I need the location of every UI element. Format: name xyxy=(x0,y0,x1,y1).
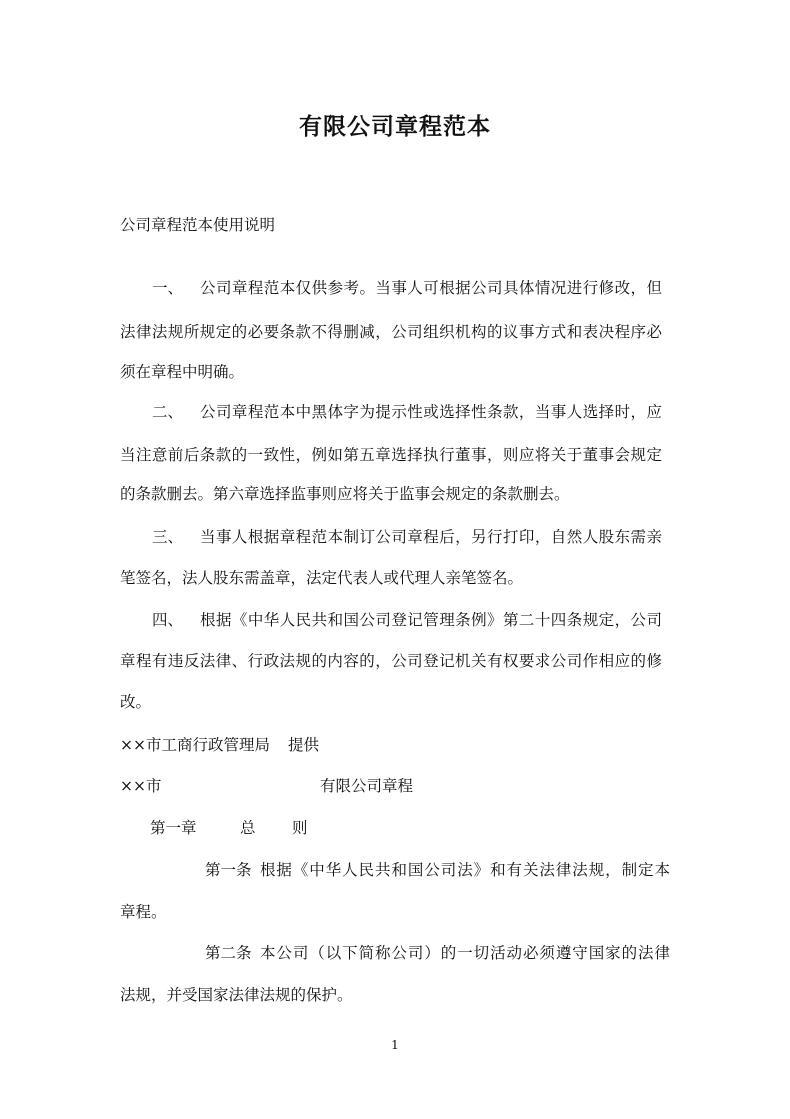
article-line: 章程。 xyxy=(120,903,167,921)
note-number: 四、 xyxy=(152,611,184,629)
document-title: 有限公司章程范本 xyxy=(299,113,491,140)
note-line: 笔签名，法人股东需盖章，法定代表人或代理人亲笔签名。 xyxy=(120,569,524,587)
note-number: 二、 xyxy=(152,403,184,421)
article-line: 根据《中华人民共和国公司法》和有关法律法规，制定本 xyxy=(260,861,670,879)
note-number: 三、 xyxy=(152,528,184,546)
note-number: 一、 xyxy=(152,279,184,297)
note-line: 的条款删去。第六章选择监事则应将关于监事会规定的条款删去。 xyxy=(120,485,570,503)
note-line: 章程有违反法律、行政法规的内容的，公司登记机关有权要求公司作相应的修 xyxy=(120,652,662,670)
note-line: 法律法规所规定的必要条款不得删减，公司组织机构的议事方式和表决程序必 xyxy=(120,323,662,341)
provider-org: ××市工商行政管理局 xyxy=(120,736,270,754)
page-number: 1 xyxy=(391,1038,399,1052)
article-number: 第二条 xyxy=(205,944,252,962)
article-line: 本公司（以下简称公司）的一切活动必须遵守国家的法律 xyxy=(260,944,670,962)
article-line: 法规，并受国家法律法规的保护。 xyxy=(120,986,353,1004)
note-line: 须在章程中明确。 xyxy=(120,363,245,381)
chapter-title-1: 总 xyxy=(240,819,256,837)
note-line: 公司章程范本仅供参考。当事人可根据公司具体情况进行修改，但 xyxy=(200,279,662,297)
chapter-number: 第一章 xyxy=(150,819,197,837)
note-line: 当注意前后条款的一致性，例如第五章选择执行董事，则应将关于董事会规定 xyxy=(120,446,662,464)
note-line: 公司章程范本中黑体字为提示性或选择性条款，当事人选择时，应 xyxy=(200,403,662,421)
provider-label: 提供 xyxy=(288,736,320,754)
note-line: 改。 xyxy=(120,693,152,711)
chapter-title-2: 则 xyxy=(292,819,308,837)
charter-city: ××市 xyxy=(120,777,162,795)
subtitle: 公司章程范本使用说明 xyxy=(120,216,276,234)
note-line: 当事人根据章程范本制订公司章程后，另行打印，自然人股东需亲 xyxy=(200,528,662,546)
article-number: 第一条 xyxy=(205,861,252,879)
note-line: 根据《中华人民共和国公司登记管理条例》第二十四条规定，公司 xyxy=(200,611,662,629)
charter-name: 有限公司章程 xyxy=(320,777,414,795)
